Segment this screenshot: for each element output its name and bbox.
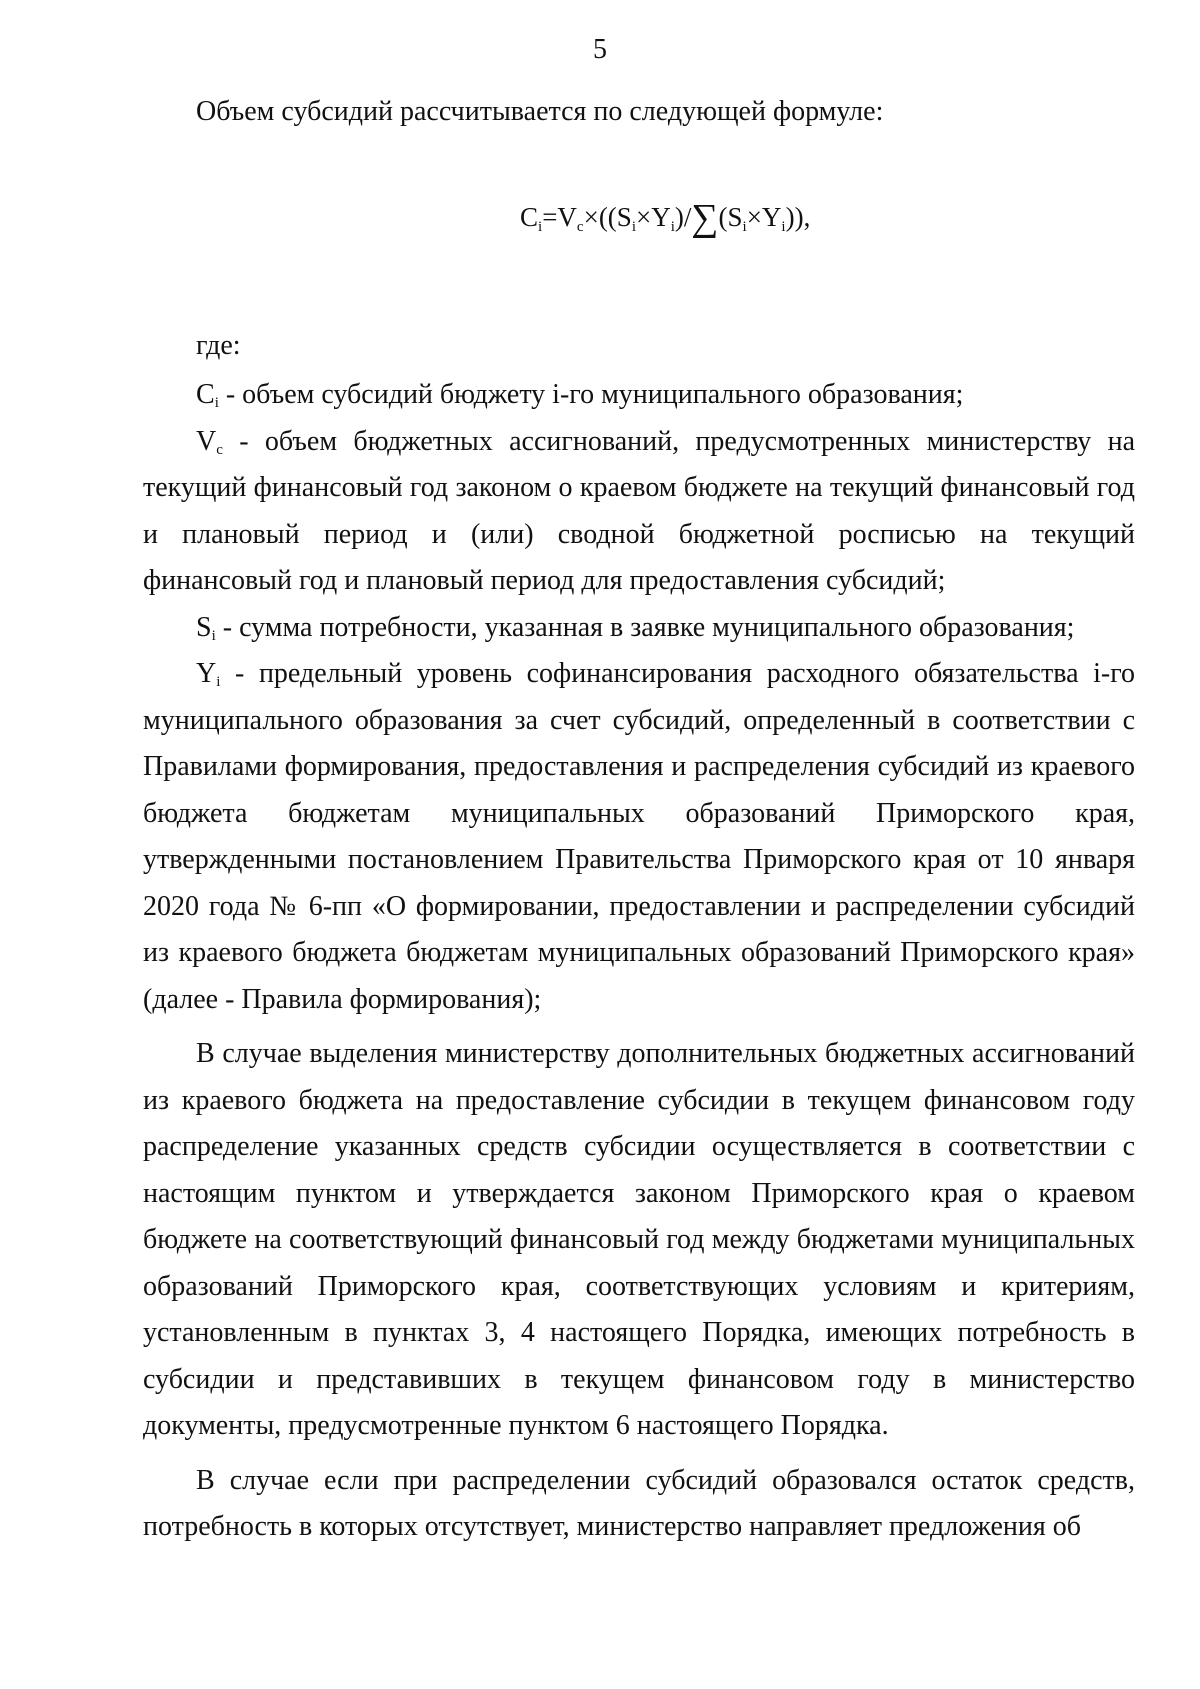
formula-v-sub: c: [576, 219, 584, 235]
def-s-text: - сумма потребности, указанная в заявке муниципального образования;: [215, 611, 1075, 643]
page-number: 5: [593, 34, 607, 65]
subsidy-formula: [520, 196, 810, 240]
def-c-symbol: C: [196, 379, 215, 410]
definition-c: [143, 372, 1135, 419]
formula-s2-sub: i: [742, 219, 747, 235]
def-c-text: - объем субсидий бюджету i-го муниципального образования;: [218, 379, 964, 410]
sum-symbol: ∑: [691, 197, 719, 239]
formula-open2: (S: [718, 202, 743, 232]
def-v-symbol: V: [196, 425, 217, 457]
def-y-text: - предельный уровень софинансирования расходного обязательства i-го муниципального образования за счет субсидий, определенный в соответствии с Правилами формирования, предоставления и распределения субсидий из краевого бюджета бюджетам муниципальных образований Приморского края, утвержденными постановлением Правительства Приморского края от 10 января 2020 года № 6-пп «О формировании, предоставлении и распределении субсидий из краевого бюджета бюджетам муниципальных образований Приморского края» (далее - Правила формирования);: [143, 658, 1135, 1015]
formula-x2: ×Y: [746, 202, 782, 232]
def-s-sub: i: [211, 627, 216, 644]
definition-s: [143, 605, 1135, 652]
def-c-sub: i: [214, 395, 219, 411]
formula-y2-sub: i: [781, 219, 786, 235]
paragraph-remainder: В случае если при распределении субсидий образовался остаток средств, потребность в которых отсутствует, министерство направляет предложения об: [143, 1464, 1135, 1542]
def-y-sub: i: [216, 674, 221, 690]
where-label: где:: [196, 330, 241, 361]
definition-v: [143, 419, 1135, 605]
formula-div: )/: [674, 202, 692, 232]
def-v-sub: c: [216, 441, 223, 458]
def-s-symbol: S: [196, 611, 212, 643]
def-v-text: - объем бюджетных ассигнований, предусмотренных министерству на текущий финансовый год законом о краевом бюджете на текущий финансовый год и плановый период и (или) сводной бюджетной росписью на текущий финансовый год и плановый период для предоставления субсидий;: [143, 425, 1135, 596]
document-body: [143, 372, 1135, 1551]
formula-s1-sub: i: [631, 219, 636, 235]
formula-intro: Объем субсидий рассчитывается по следующей формуле:: [196, 96, 884, 127]
formula-close: )),: [785, 202, 811, 232]
formula-c-sub: i: [538, 219, 543, 235]
definition-y: [143, 651, 1135, 1023]
formula-y1-sub: i: [670, 219, 675, 235]
formula-c: C: [520, 202, 539, 232]
formula-mult-open: ×((S: [583, 202, 632, 232]
paragraph-additional-allocations: В случае выделения министерству дополнительных бюджетных ассигнований из краевого бюджета на предоставление субсидии в текущем финансовом году распределение указанных средств субсидии осуществляется в соответствии с настоящим пунктом и утверждается законом Приморского края о краевом бюджете на соответствующий финансовый год между бюджетами муниципальных образований Приморского края, соответствующих условиям и критериям, установленным в пунктах 3, 4 настоящего Порядка, имеющих потребность в субсидии и представивших в текущем финансовом году в министерство документы, предусмотренные пунктом 6 настоящего Порядка.: [143, 1038, 1135, 1441]
def-y-symbol: Y: [196, 658, 217, 689]
formula-eq-v: =V: [542, 202, 577, 232]
formula-x1: ×Y: [636, 202, 671, 232]
